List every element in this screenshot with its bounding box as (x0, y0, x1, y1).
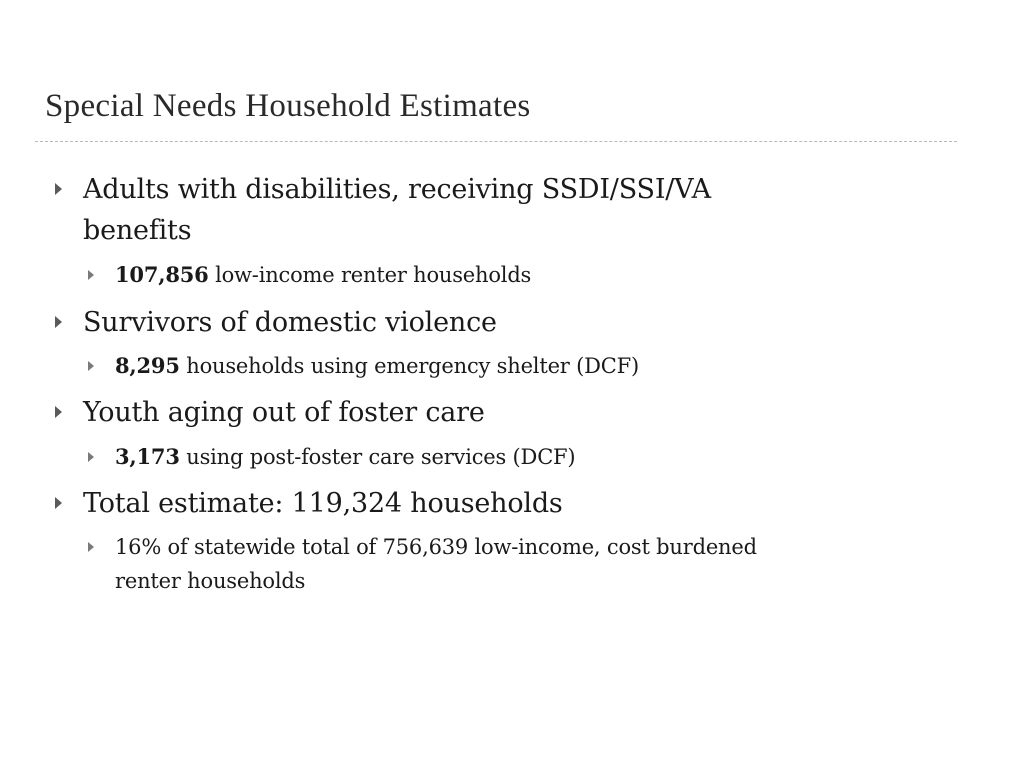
bullet-arrow-icon (55, 406, 62, 418)
sub-item-total-line1: 16% of statewide total of 756,639 low-income, cost burdened (115, 535, 757, 559)
list-item-adults-line2: benefits (83, 215, 192, 246)
sub-item-adults-value: 107,856 (115, 262, 209, 287)
sub-item-survivors-text: households using emergency shelter (DCF) (179, 354, 639, 378)
list-item-youth: Youth aging out of foster care (83, 397, 485, 428)
sub-item-survivors (115, 349, 639, 383)
sub-item-youth (115, 440, 575, 474)
list-item-total: Total estimate: 119,324 households (83, 488, 563, 519)
sub-bullet-arrow-icon (88, 452, 94, 462)
list-item-adults-line1: Adults with disabilities, receiving SSDI/SSI/VA (83, 174, 711, 205)
sub-item-total-line2: renter households (115, 569, 306, 593)
bullet-arrow-icon (55, 497, 62, 509)
sub-bullet-arrow-icon (88, 542, 94, 552)
slide-title: Special Needs Household Estimates (45, 88, 531, 124)
sub-bullet-arrow-icon (88, 361, 94, 371)
sub-item-youth-value: 3,173 (115, 444, 180, 469)
bullet-arrow-icon (55, 183, 62, 195)
sub-item-survivors-value: 8,295 (115, 353, 180, 378)
sub-item-adults-text: low-income renter households (208, 263, 532, 287)
sub-item-youth-text: using post-foster care services (DCF) (179, 445, 576, 469)
bullet-arrow-icon (55, 316, 62, 328)
sub-bullet-arrow-icon (88, 270, 94, 280)
list-item-survivors: Survivors of domestic violence (83, 307, 497, 338)
sub-item-adults (115, 258, 531, 292)
